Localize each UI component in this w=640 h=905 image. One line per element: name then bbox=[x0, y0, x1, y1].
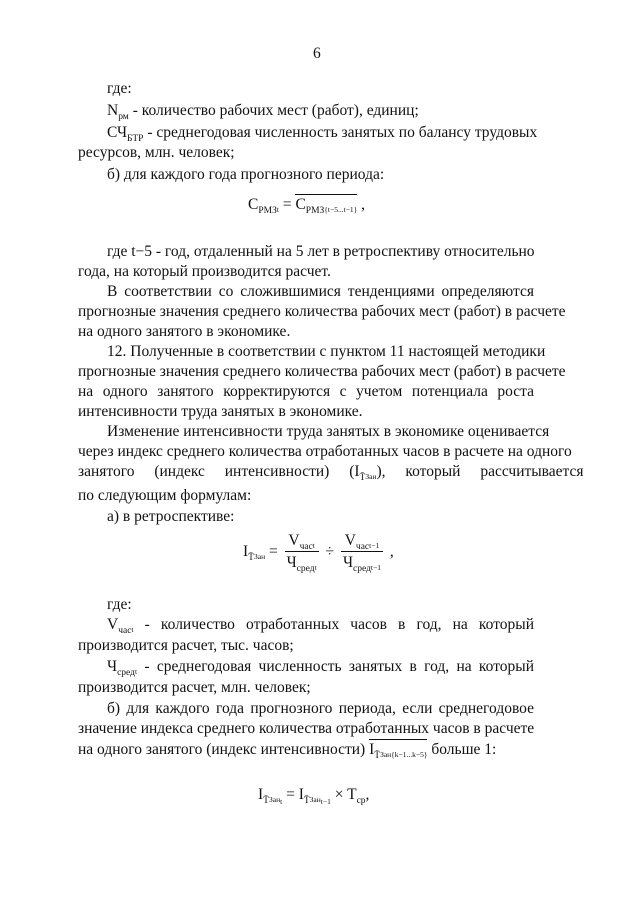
text-line: 12. Полученные в соответствии с пунктом 11 настоящей методики bbox=[107, 343, 546, 360]
page-number: 6 bbox=[313, 45, 321, 62]
text-line: значение индекса среднего количества отработанных часов в расчете bbox=[78, 720, 535, 737]
text-line: В соответствии со сложившимися тенденциями определяются bbox=[107, 283, 534, 300]
index-range-symbol: $I_{T̄}Зан\{k-1...k-5\}$ bbox=[369, 741, 428, 761]
definition-text: - количество рабочих мест (работ), единиц; bbox=[128, 102, 419, 119]
symbol-ch: СЧ bbox=[107, 124, 128, 141]
text-line: б) для каждого года прогнозного периода: bbox=[107, 166, 385, 183]
text-line: на одного занятого в экономике. bbox=[78, 323, 291, 340]
text-line: где t−5 - год, отдаленный на 5 лет в ретроспективу относительно bbox=[107, 243, 535, 260]
formula-index-retro: $I_{T̄}Зан$ = $\frac{V_{час}t}{Ч_{сред}t}$ ÷ $\frac{V_{час}t-1}{Ч_{сред}t-1}$ , bbox=[243, 532, 394, 574]
text-line: по следующим формулам: bbox=[78, 487, 252, 504]
symbol-n-sub: рм bbox=[118, 112, 129, 122]
text-line: производится расчет, тыс. часов; bbox=[78, 637, 294, 654]
text-line: производится расчет, млн. человек; bbox=[78, 679, 311, 696]
definition-text: - среднегодовая численность занятых по балансу трудовых bbox=[143, 124, 538, 141]
text-line: а) в ретроспективе: bbox=[107, 508, 235, 525]
text-line: прогнозные значения среднего количества рабочих мест (работ) в расчете bbox=[78, 363, 566, 380]
symbol-n: N bbox=[107, 102, 119, 119]
text-line: года, на который производится расчет. bbox=[78, 263, 331, 280]
text-line: б) для каждого года прогнозного периода, если среднегодовое bbox=[107, 700, 534, 717]
text-line: через индекс среднего количества отработанных часов в расчете на одного bbox=[78, 443, 572, 460]
text-line-with-index: занятого (индекс интенсивности) ( $I_{T̄}Зан$ ), который рассчитывается bbox=[78, 463, 584, 483]
definition-v-chas: $V_{час}t$ - количество отработанных часов в год, на который bbox=[107, 616, 534, 636]
definition-n-rm bbox=[107, 101, 419, 123]
formula-index-forecast: $I_{T̄}Зан_t = I_{T̄}Зан_{t-1} \times T_{ср}$, bbox=[258, 786, 370, 806]
fraction-current: $\frac{V_{час}t}{Ч_{сред}t}$ bbox=[286, 532, 317, 574]
symbol-ch-sub: БТР bbox=[127, 134, 144, 144]
text-line: на одного занятого корректируются с учетом потенциала роста bbox=[78, 383, 534, 400]
definition-ch-btr bbox=[107, 123, 538, 145]
text-line: ресурсов, млн. человек; bbox=[78, 144, 235, 161]
text-line-with-index: на одного занятого (индекс интенсивности) $I_{T̄}Зан\{k-1...k-5\}$ больше 1: bbox=[78, 741, 497, 761]
fraction-previous: $\frac{V_{час}t-1}{Ч_{сред}t-1}$ bbox=[342, 532, 381, 574]
text-line: интенсивности труда занятых в экономике. bbox=[78, 403, 363, 420]
text-line: где: bbox=[107, 80, 132, 97]
formula-crmz: $С_{РМЗ}t = С_{РМЗ}\{t-5...t-1\}$ , bbox=[248, 196, 365, 216]
index-symbol: $I_{T̄}Зан$ bbox=[354, 463, 377, 483]
text-line: прогнозные значения среднего количества рабочих мест (работ) в расчете bbox=[78, 303, 566, 320]
definition-ch-sred: $Ч_{сред}t$ - среднегодовая численность занятых в год, на который bbox=[107, 658, 534, 678]
text-line: где: bbox=[107, 596, 132, 613]
text-line: Изменение интенсивности труда занятых в экономике оценивается bbox=[107, 423, 550, 440]
